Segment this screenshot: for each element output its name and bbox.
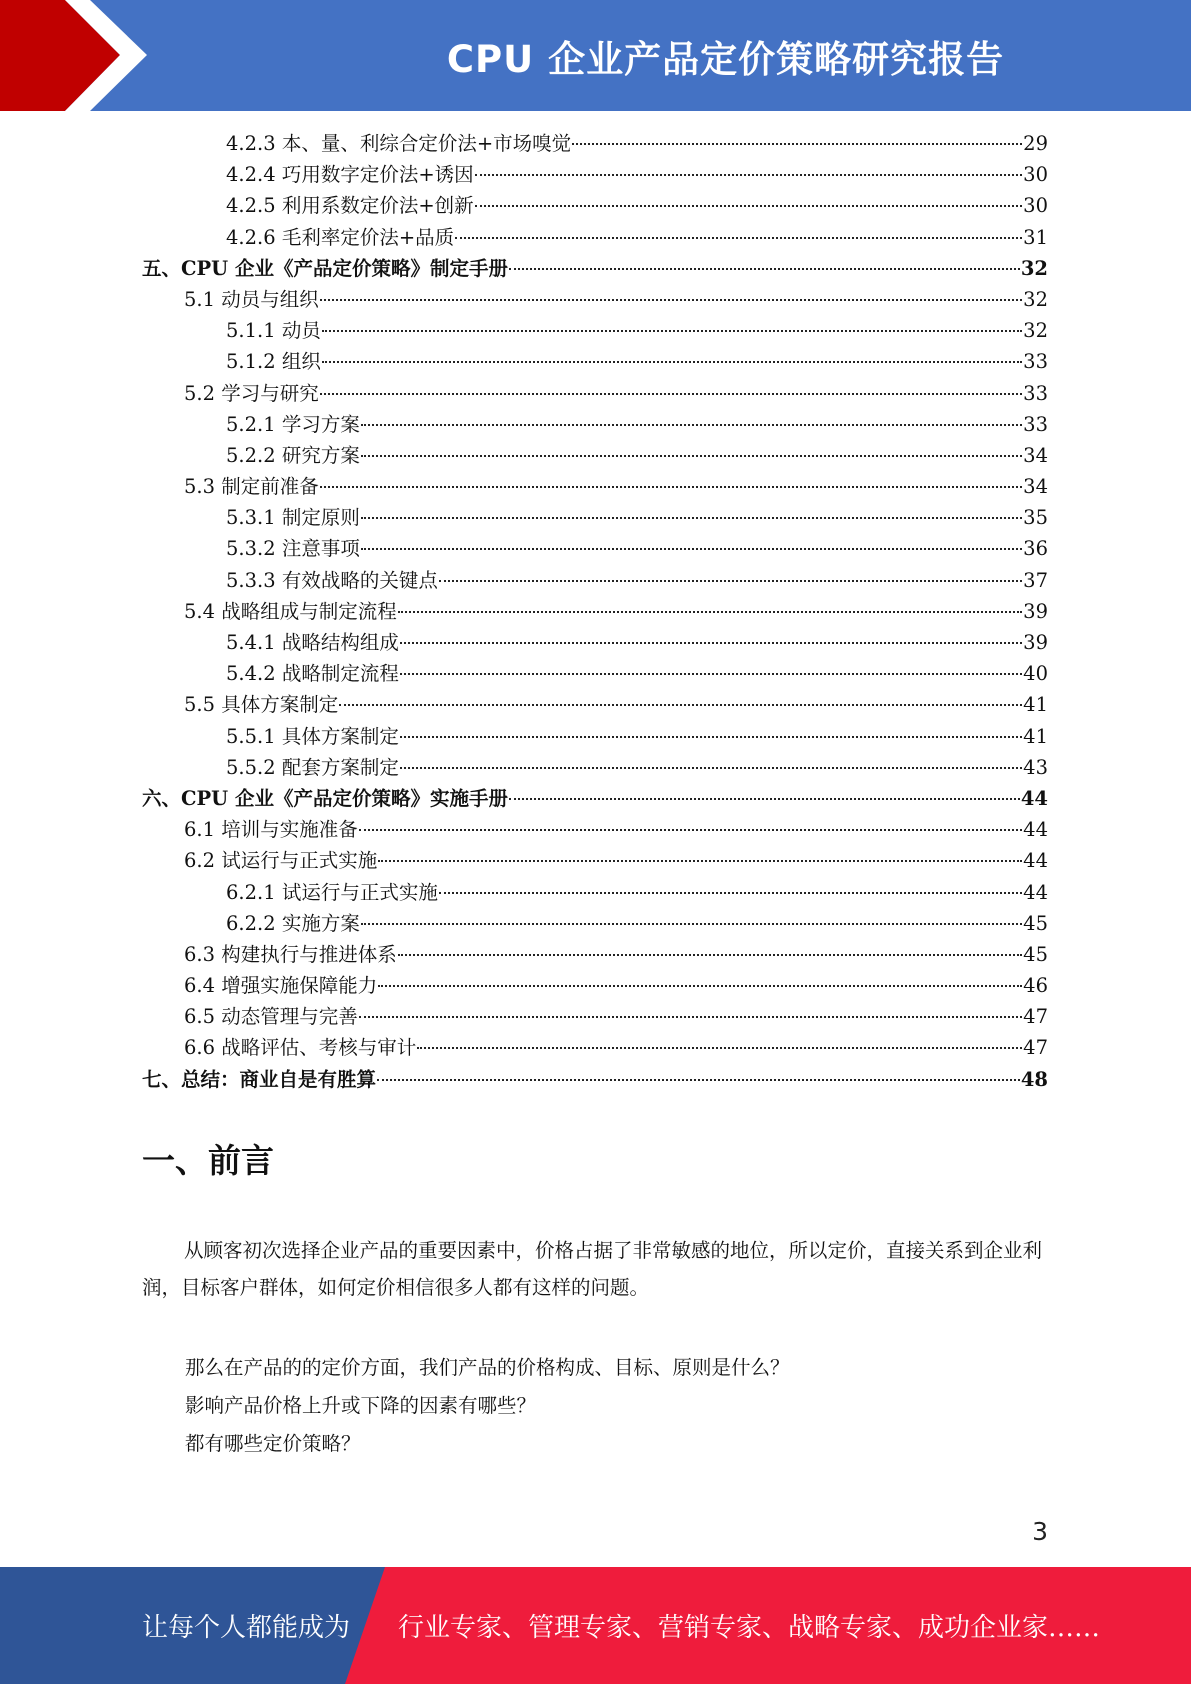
toc-page-number: 31 (1023, 225, 1048, 249)
toc-dot-leader (400, 736, 1022, 738)
toc-dot-leader (509, 268, 1020, 270)
toc-dot-leader (378, 985, 1022, 987)
toc-entry-title: 4.2.4 巧用数字定价法+诱因 (226, 163, 474, 187)
toc-entry-title: 5.5.1 具体方案制定 (226, 724, 399, 748)
toc-page-number: 45 (1023, 911, 1048, 935)
toc-dot-leader (322, 361, 1022, 363)
toc-dot-leader (455, 237, 1022, 239)
toc-entry-title: 5.5.2 配套方案制定 (226, 755, 399, 779)
toc-entry-title: 5.4.1 战略结构组成 (226, 631, 399, 654)
toc-entry-title: 6.2.2 实施方案 (226, 911, 360, 935)
header-chevron-decoration (0, 0, 300, 111)
toc-page-number: 32 (1020, 256, 1048, 280)
toc-dot-leader (475, 205, 1023, 207)
toc-page-number: 39 (1023, 599, 1048, 623)
toc-entry-title: 5.4 战略组成与制定流程 (184, 599, 397, 623)
toc-page-number: 44 (1020, 786, 1048, 810)
toc-page-number: 41 (1023, 724, 1048, 748)
toc-page-number: 34 (1023, 443, 1048, 467)
toc-dot-leader (475, 174, 1023, 176)
toc-entry-title: 5.1.1 动员 (226, 319, 321, 343)
toc-entry-title: 五、CPU 企业《产品定价策略》制定手册 (142, 256, 508, 280)
toc-dot-leader (417, 1047, 1022, 1049)
toc-entry[interactable] (142, 721, 1048, 752)
toc-chapter-entry[interactable] (142, 253, 1048, 284)
toc-entry[interactable] (142, 315, 1048, 346)
toc-entry-title: 5.3.3 有效战略的关键点 (226, 568, 438, 592)
page-footer (0, 1567, 1191, 1684)
toc-dot-leader (359, 829, 1022, 831)
toc-entry-title: 5.5 具体方案制定 (184, 693, 339, 717)
toc-entry[interactable] (142, 845, 1048, 876)
toc-dot-leader (400, 673, 1022, 675)
toc-entry[interactable] (142, 596, 1048, 627)
toc-dot-leader (377, 1079, 1020, 1081)
toc-page-number: 39 (1023, 631, 1048, 654)
toc-entry-title: 七、总结：商业自是有胜算 (142, 1067, 377, 1091)
toc-entry-title: 5.2 学习与研究 (184, 381, 319, 405)
toc-entry[interactable] (142, 222, 1048, 253)
toc-entry[interactable] (142, 970, 1048, 1001)
toc-page-number: 33 (1023, 412, 1048, 436)
toc-page-number: 30 (1023, 194, 1048, 218)
toc-entry-title: 6.3 构建执行与推进体系 (184, 942, 397, 966)
toc-page-number: 40 (1023, 662, 1048, 686)
toc-page-number: 32 (1023, 319, 1048, 343)
toc-entry-title: 5.1.2 组织 (226, 350, 321, 374)
toc-page-number: 44 (1023, 849, 1048, 873)
intro-paragraph: 从顾客初次选择企业产品的重要因素中，价格占据了非常敏感的地位，所以定价，直接关系到企业利润，目标客户群体，如何定价相信很多人都有这样的问题。 (142, 1239, 1043, 1299)
toc-dot-leader (320, 299, 1022, 301)
toc-entry[interactable] (142, 939, 1048, 970)
page-header (0, 0, 1191, 111)
toc-page-number: 33 (1023, 350, 1048, 374)
toc-entry[interactable] (142, 533, 1048, 564)
toc-page-number: 33 (1023, 381, 1048, 405)
toc-entry[interactable] (142, 565, 1048, 596)
toc-page-number: 45 (1023, 942, 1048, 966)
toc-entry[interactable] (142, 502, 1048, 533)
toc-entry[interactable] (142, 440, 1048, 471)
toc-page-number: 35 (1023, 506, 1048, 530)
toc-page-number: 32 (1023, 287, 1048, 311)
question-line: 都有哪些定价策略？ (185, 1432, 361, 1455)
toc-entry-title: 5.3 制定前准备 (184, 475, 319, 499)
toc-chapter-entry[interactable] (142, 783, 1048, 814)
footer-slogan-right: 行业专家、管理专家、营销专家、战略专家、成功企业家…… (398, 1613, 1101, 1643)
toc-page-number: 44 (1023, 818, 1048, 842)
toc-entry[interactable] (142, 471, 1048, 502)
toc-entry-title: 6.5 动态管理与完善 (184, 1005, 358, 1029)
toc-dot-leader (400, 642, 1022, 644)
toc-entry[interactable] (142, 1032, 1048, 1063)
report-title: CPU 企业产品定价策略研究报告 (446, 37, 1005, 81)
toc-dot-leader (320, 393, 1022, 395)
toc-entry-title: 5.1 动员与组织 (184, 287, 319, 311)
question-line: 影响产品价格上升或下降的因素有哪些？ (185, 1394, 537, 1417)
toc-dot-leader (361, 923, 1022, 925)
toc-page-number: 37 (1023, 568, 1048, 592)
toc-dot-leader (361, 517, 1022, 519)
toc-entry-title: 5.3.1 制定原则 (226, 506, 360, 530)
toc-dot-leader (400, 767, 1022, 769)
toc-page-number: 44 (1023, 880, 1048, 904)
toc-entry[interactable] (142, 378, 1048, 409)
toc-dot-leader (320, 486, 1022, 488)
toc-dot-leader (359, 1016, 1022, 1018)
toc-page-number: 41 (1023, 693, 1048, 717)
toc-entry-title: 4.2.5 利用系数定价法+创新 (226, 194, 474, 218)
toc-page-number: 48 (1020, 1067, 1048, 1091)
toc-entry-title: 6.2.1 试运行与正式实施 (226, 880, 438, 904)
toc-page-number: 47 (1023, 1036, 1048, 1060)
toc-entry[interactable] (142, 689, 1048, 720)
toc-entry[interactable] (142, 814, 1048, 845)
toc-entry-title: 5.4.2 战略制定流程 (226, 662, 399, 686)
toc-dot-leader (361, 455, 1022, 457)
toc-page-number: 34 (1023, 475, 1048, 499)
toc-page-number: 29 (1023, 132, 1048, 155)
toc-entry[interactable] (142, 159, 1048, 190)
toc-entry[interactable] (142, 284, 1048, 315)
toc-entry-title: 6.1 培训与实施准备 (184, 818, 358, 842)
toc-dot-leader (509, 798, 1020, 800)
toc-dot-leader (322, 330, 1022, 332)
toc-entry-title: 5.2.2 研究方案 (226, 443, 360, 467)
toc-page-number: 36 (1023, 537, 1048, 561)
toc-entry-title: 6.2 试运行与正式实施 (184, 849, 378, 873)
section-heading: 一、前言 (142, 1141, 274, 1180)
question-line: 那么在产品的的定价方面，我们产品的价格构成、目标、原则是什么？ (185, 1356, 790, 1379)
toc-dot-leader (398, 954, 1022, 956)
toc-dot-leader (339, 704, 1022, 706)
toc-dot-leader (439, 892, 1022, 894)
footer-slogan-left: 让每个人都能成为 (142, 1613, 351, 1643)
toc-page-number: 46 (1023, 974, 1048, 998)
toc-entry[interactable] (142, 190, 1048, 221)
toc-entry-title: 4.2.3 本、量、利综合定价法+市场嗅觉 (226, 132, 572, 155)
toc-entry[interactable] (142, 908, 1048, 939)
toc-chapter-entry[interactable] (142, 1064, 1048, 1095)
toc-entry-title: 5.3.2 注意事项 (226, 537, 360, 561)
toc-entry-title: 6.6 战略评估、考核与审计 (184, 1036, 417, 1060)
toc-dot-leader (361, 548, 1022, 550)
toc-entry-title: 4.2.6 毛利率定价法+品质 (226, 225, 455, 249)
toc-entry[interactable] (142, 877, 1048, 908)
toc-entry[interactable] (142, 627, 1048, 658)
toc-page-number: 30 (1023, 163, 1048, 187)
table-of-contents (142, 128, 1048, 1095)
page-number: 3 (1032, 1517, 1048, 1546)
toc-entry[interactable] (142, 1001, 1048, 1032)
toc-entry[interactable] (142, 409, 1048, 440)
toc-dot-leader (572, 143, 1022, 145)
toc-entry[interactable] (142, 658, 1048, 689)
toc-dot-leader (398, 611, 1022, 613)
toc-page-number: 47 (1023, 1005, 1048, 1029)
toc-dot-leader (378, 860, 1022, 862)
toc-entry-title: 6.4 增强实施保障能力 (184, 974, 378, 998)
toc-entry-title: 5.2.1 学习方案 (226, 412, 360, 436)
toc-entry[interactable] (142, 346, 1048, 377)
toc-dot-leader (439, 580, 1022, 582)
toc-page-number: 43 (1023, 755, 1048, 779)
toc-entry[interactable] (142, 752, 1048, 783)
toc-entry[interactable] (142, 128, 1048, 159)
toc-entry-title: 六、CPU 企业《产品定价策略》实施手册 (142, 786, 508, 810)
toc-dot-leader (361, 424, 1022, 426)
